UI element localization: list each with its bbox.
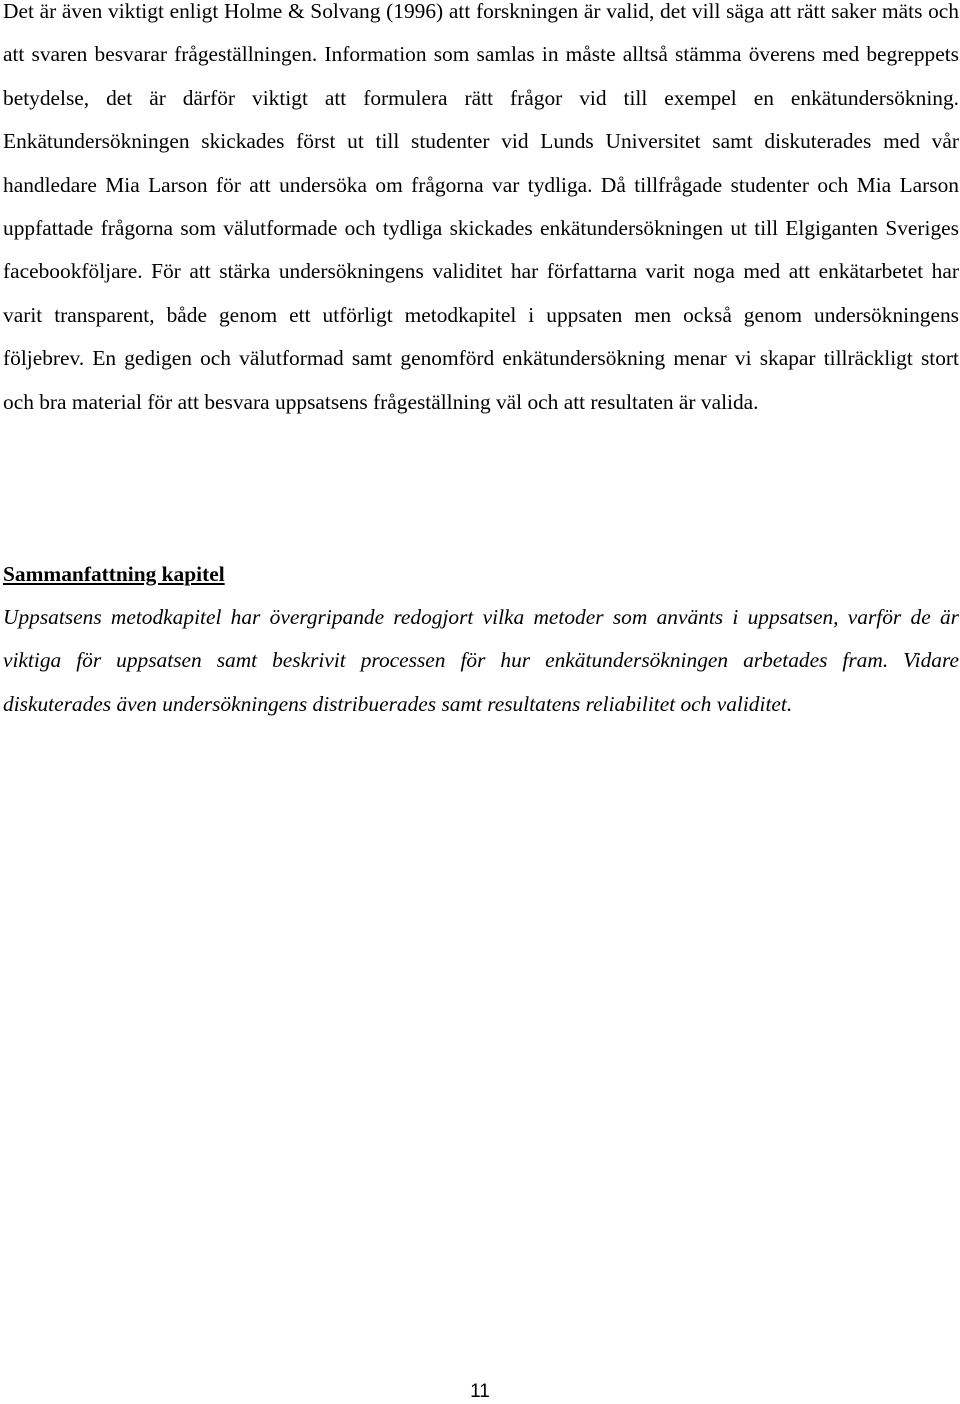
summary-paragraph: Uppsatsens metodkapitel har övergripande redogjort vilka metoder som använts i uppsatsen, varför de är viktiga för uppsatsen samt beskrivit processen för hur enkätundersökningen arbetades fram. Vidare diskuterades även undersökningens distribuerades samt resultatens reliabilitet och validitet. [3,605,959,716]
section-heading: Sammanfattning kapitel [3,562,225,586]
page-number: 11 [470,1381,490,1402]
body-paragraph: Det är även viktigt enligt Holme & Solvang (1996) att forskningen är valid, det vill säga att rätt saker mäts och att svaren besvarar frågeställningen. Information som samlas in måste alltså stämma överens med begreppets betydelse, det är därför viktigt att formulera rätt frågor vid till exempel en enkätundersökning. Enkätundersökningen skickades först ut till studenter vid Lunds Universitet samt diskuterades med vår handledare Mia Larson för att undersöka om frågorna var tydliga. Då tillfrågade studenter och Mia Larson uppfattade frågorna som välutformade och tydliga skickades enkätundersökningen ut till Elgiganten Sveriges facebookföljare. För att stärka undersökningens validitet har författarna varit noga med att enkätarbetet har varit transparent, både genom ett utförligt metodkapitel i uppsaten men också genom undersökningens följebrev. En gedigen och välutformad samt genomförd enkätundersökning menar vi skapar tillräckligt stort och bra material för att besvara uppsatsens frågeställning väl och att resultaten är valida. [3,0,959,414]
